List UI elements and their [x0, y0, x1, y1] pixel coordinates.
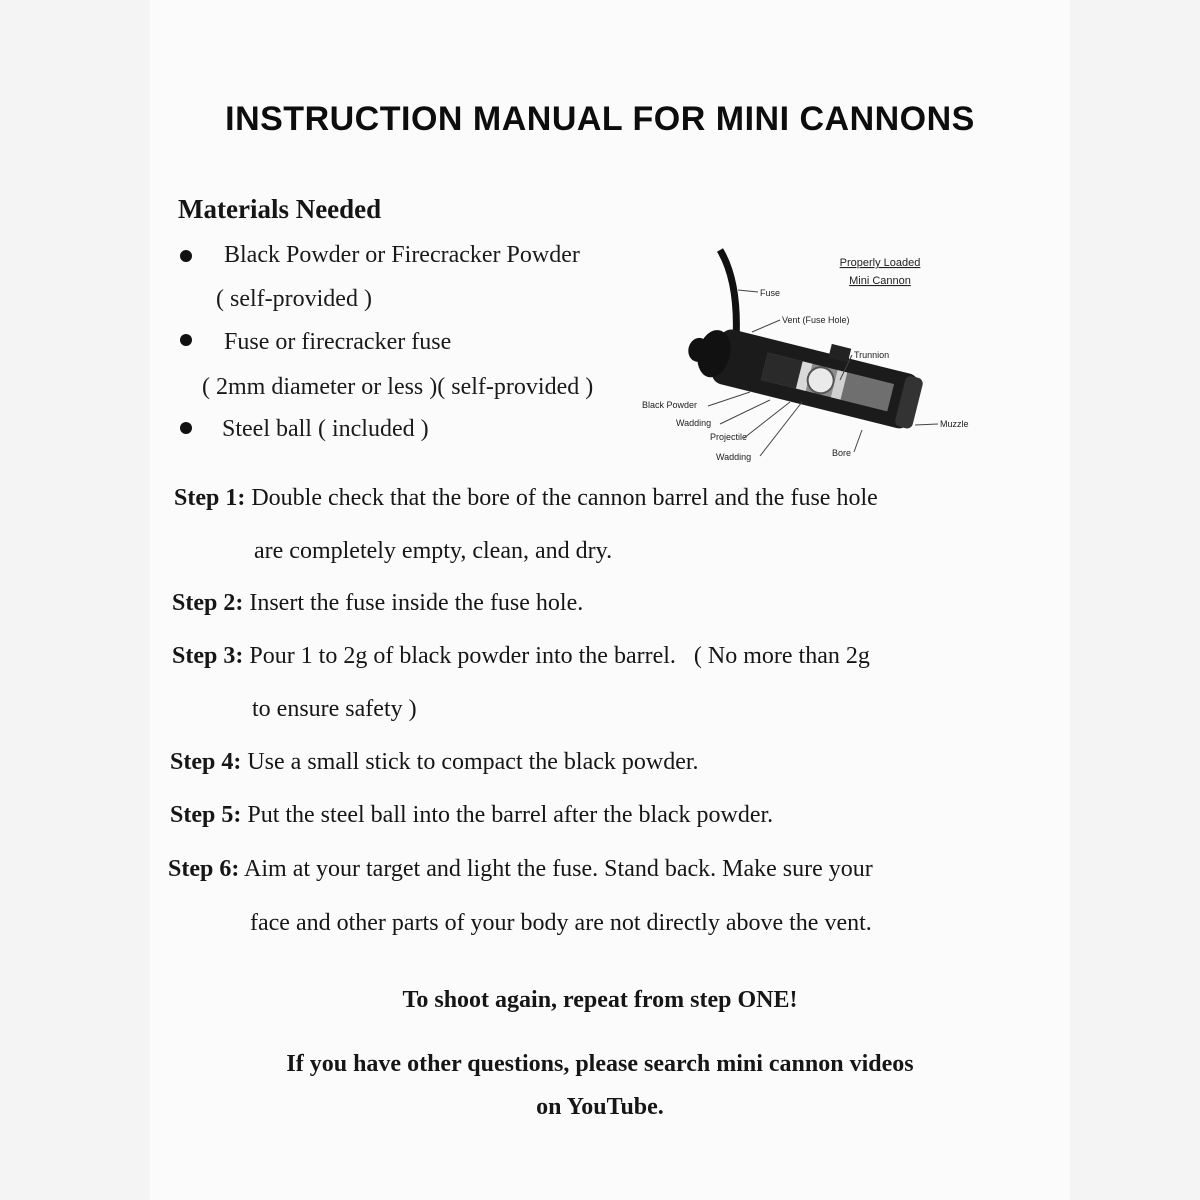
repeat-note: To shoot again, repeat from step ONE! — [402, 987, 798, 1013]
label-projectile: Projectile — [710, 432, 748, 442]
material-item-2: Fuse or firecracker fuse — [224, 329, 452, 355]
diagram-subheading: Mini Cannon — [849, 275, 911, 287]
page-title: INSTRUCTION MANUAL FOR MINI CANNONS — [225, 100, 975, 138]
step-label: Step 5: — [170, 802, 242, 828]
questions-note: If you have other questions, please search mini cannon videos — [286, 1051, 914, 1077]
fuse-cord — [720, 250, 736, 340]
step-3 — [172, 643, 870, 670]
step-5 — [170, 802, 773, 829]
label-black-powder: Black Powder — [642, 400, 698, 410]
step-text: Put the steel ball into the barrel after the black powder. — [247, 802, 774, 828]
step-1 — [174, 485, 878, 512]
bullet-icon — [180, 334, 192, 346]
step-text: Pour 1 to 2g of black powder into the barrel. ( No more than 2g — [249, 643, 870, 669]
step-text: Aim at your target and light the fuse. Stand back. Make sure your — [244, 856, 873, 882]
bullet-icon — [180, 422, 192, 434]
diagram-heading: Properly Loaded — [839, 257, 921, 269]
label-bore: Bore — [832, 448, 852, 458]
step-6 — [168, 856, 873, 883]
step-3-continued: to ensure safety ) — [252, 696, 417, 722]
step-1-continued: are completely empty, clean, and dry. — [254, 538, 613, 564]
step-label: Step 4: — [170, 749, 242, 775]
label-trunnion: Trunnion — [854, 350, 890, 360]
step-2 — [172, 590, 583, 617]
label-wadding-1: Wadding — [676, 418, 712, 428]
bullet-icon — [180, 250, 192, 262]
step-text: Use a small stick to compact the black powder. — [247, 749, 699, 775]
step-label: Step 6: — [168, 856, 240, 882]
step-label: Step 3: — [172, 643, 244, 669]
material-item-1-note: ( self-provided ) — [216, 286, 372, 312]
label-vent: Vent (Fuse Hole) — [782, 315, 850, 325]
label-wadding-2: Wadding — [716, 452, 752, 462]
material-item-3: Steel ball ( included ) — [222, 416, 429, 442]
step-6-continued: face and other parts of your body are not directly above the vent. — [250, 910, 872, 936]
label-muzzle: Muzzle — [940, 419, 969, 429]
step-text: Double check that the bore of the cannon barrel and the fuse hole — [251, 485, 878, 511]
step-4 — [170, 749, 699, 776]
cannon-body — [682, 311, 927, 432]
step-label: Step 1: — [174, 485, 246, 511]
label-fuse: Fuse — [760, 288, 781, 298]
material-item-2-note: ( 2mm diameter or less )( self-provided ) — [202, 374, 594, 400]
step-label: Step 2: — [172, 590, 244, 616]
material-item-1: Black Powder or Firecracker Powder — [224, 242, 580, 268]
cannon-diagram — [640, 240, 980, 470]
materials-heading: Materials Needed — [178, 194, 382, 224]
step-text: Insert the fuse inside the fuse hole. — [249, 590, 584, 616]
questions-note-continued: on YouTube. — [536, 1094, 664, 1120]
